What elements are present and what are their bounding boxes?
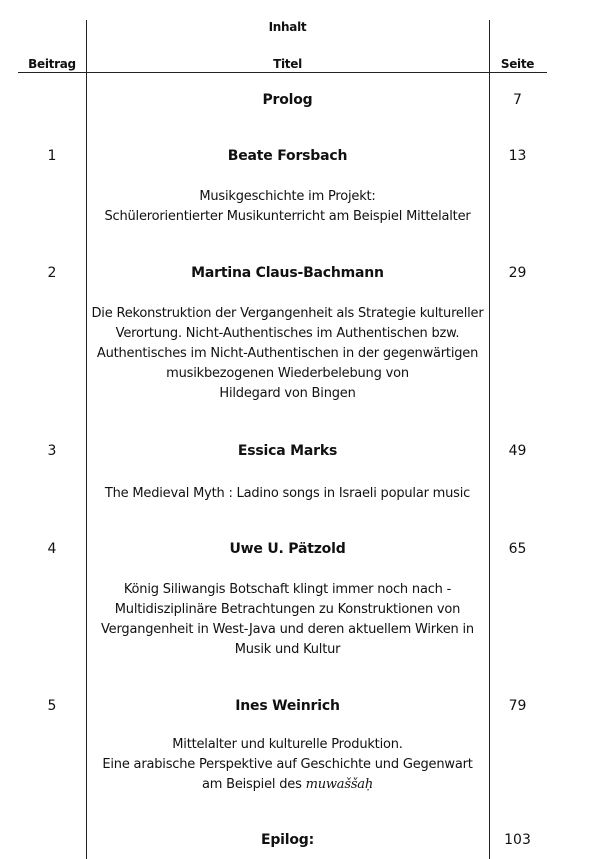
column-divider-left: [86, 20, 87, 859]
epilog-page: 103: [504, 832, 531, 848]
entry-title-line: Die Rekonstruktion der Vergangenheit als Strategie kultureller: [91, 306, 484, 321]
header-rule: [18, 72, 547, 73]
entry-page: 65: [508, 541, 527, 557]
entry-title-prefix: am Beispiel des: [201, 777, 306, 792]
column-header-beitrag: Beitrag: [28, 57, 76, 71]
column-divider-right: [489, 20, 490, 859]
prolog-page: 7: [513, 92, 522, 108]
entry-title-line: Authentisches im Nicht-Authentischen in der gegenwärtigen: [96, 346, 479, 361]
entry-title: [86, 304, 489, 404]
entry-number: 1: [47, 148, 57, 164]
entry-author: Ines Weinrich: [235, 698, 340, 714]
entry-number: 2: [47, 265, 57, 281]
entry-title-line: Mittelalter und kulturelle Produktion.: [172, 737, 403, 752]
column-header-seite: Seite: [500, 57, 535, 71]
epilog-label: Epilog:: [260, 832, 315, 848]
entry-title-line: König Siliwangis Botschaft klingt immer noch nach -: [123, 582, 452, 597]
prolog-label: Prolog: [262, 92, 313, 108]
entry-title-line: The Medieval Myth : Ladino songs in Israeli popular music: [104, 486, 471, 501]
entry-number: 4: [47, 541, 57, 557]
entry-author: Essica Marks: [237, 443, 338, 459]
entry-page: 79: [508, 698, 527, 714]
entry-title-line: musikbezogenen Wiederbelebung von: [166, 366, 409, 381]
entry-title-line: Multidisziplinäre Betrachtungen zu Konstruktionen von: [114, 602, 461, 617]
entry-title: [86, 735, 489, 795]
entry-title: [86, 484, 489, 504]
entry-page: 13: [508, 148, 527, 164]
entry-title-italic-term: muwaššaḥ: [305, 777, 374, 792]
entry-title-line: Musik und Kultur: [234, 642, 341, 657]
entry-title: [86, 187, 489, 227]
entry-author: Beate Forsbach: [227, 148, 348, 164]
entry-title-line: [86, 775, 489, 795]
entry-title-line: Vergangenheit in West-Java und deren aktuellem Wirken in: [101, 622, 474, 637]
entry-page: 49: [508, 443, 527, 459]
entry-title-line: Verortung. Nicht-Authentisches im Authentischen bzw.: [115, 326, 460, 341]
contents-heading: Inhalt: [268, 20, 307, 34]
entry-number: 3: [47, 443, 57, 459]
entry-page: 29: [508, 265, 527, 281]
entry-title-line: Schülerorientierter Musikunterricht am Beispiel Mittelalter: [104, 209, 471, 224]
entry-author: Uwe U. Pätzold: [229, 541, 346, 557]
entry-title-line: Hildegard von Bingen: [219, 386, 356, 401]
entry-title: [86, 580, 489, 660]
entry-title-line: Musikgeschichte im Projekt:: [199, 189, 376, 204]
entry-author: Martina Claus-Bachmann: [191, 265, 384, 281]
entry-title-line: Eine arabische Perspektive auf Geschichte und Gegenwart: [102, 757, 473, 772]
column-header-titel: Titel: [273, 57, 302, 71]
entry-number: 5: [47, 698, 57, 714]
